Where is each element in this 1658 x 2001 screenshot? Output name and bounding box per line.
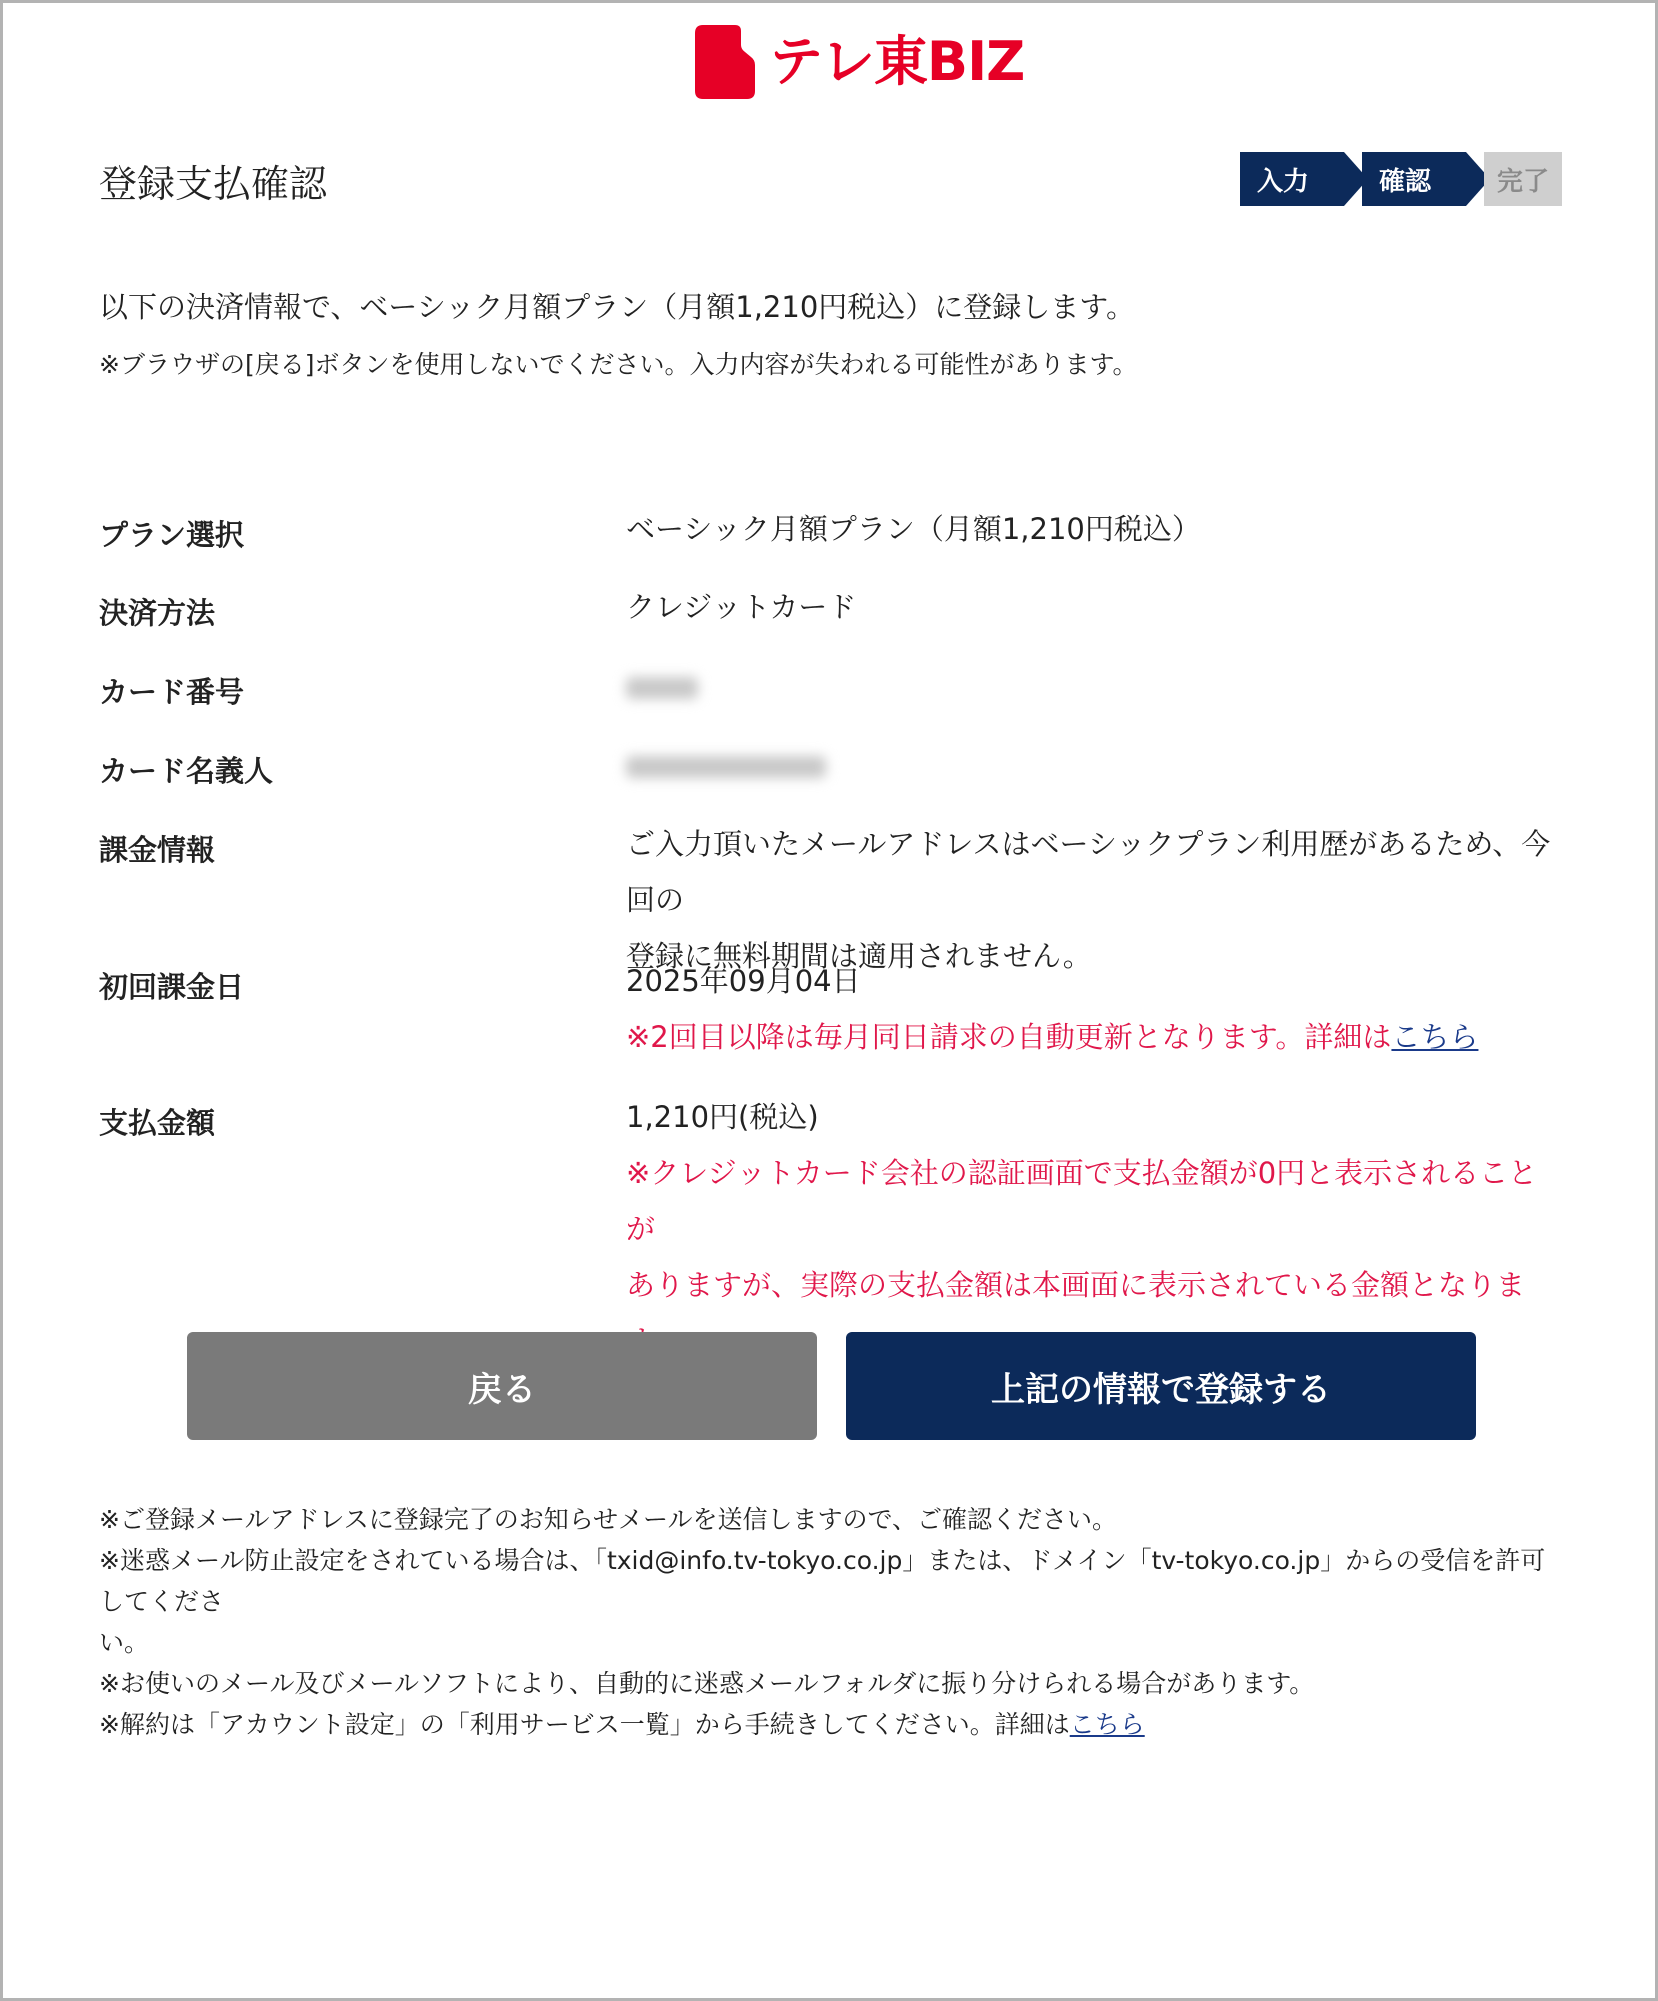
note-line: ※解約は「アカウント設定」の「利用サービス一覧」から手続きしてください。詳細はこちら [99, 1710, 1145, 1739]
progress-steps [1240, 152, 1562, 206]
intro-note: ※ブラウザの[戻る]ボタンを使用しないでください。入力内容が失われる可能性があります。 [99, 350, 1138, 379]
redacted-card-number [626, 677, 698, 699]
register-submit-button[interactable]: 上記の情報で登録する [846, 1332, 1476, 1440]
cancel-details-link[interactable]: こちら [1069, 1710, 1145, 1739]
detail-value: 1,210円(税込) ※クレジットカード会社の認証画面で支払金額が0円と表示されることが ありますが、実際の支払金額は本画面に表示されている金額となりま [626, 1089, 1566, 1369]
intro-text: 以下の決済情報で、ベーシック月額プラン（月額1,210円税込）に登録します。 [99, 290, 1135, 324]
detail-label: カード番号 [99, 675, 245, 709]
page-title: 登録支払確認 [99, 162, 328, 206]
detail-label: 決済方法 [99, 596, 216, 630]
step-complete: 完了 [1484, 152, 1562, 206]
note-line: い。 [99, 1628, 150, 1657]
detail-value: ベーシック月額プラン（月額1,210円税込） [626, 512, 1201, 546]
step-confirm: 確認 [1362, 152, 1466, 206]
note-line: ※迷惑メール防止設定をされている場合は、「txid@info.tv-tokyo.co.jp」または、ドメイン「tv-tokyo.co.jp」からの受信を許可してくださ [99, 1546, 1546, 1616]
note-line: ※お使いのメール及びメールソフトにより、自動的に迷惑メールフォルダに振り分けられる場合があります。 [99, 1669, 1315, 1698]
footer-notes [99, 1499, 1569, 1745]
details-link[interactable]: こちら [1391, 1020, 1479, 1054]
brand-logo[interactable] [695, 25, 1024, 99]
detail-value: ご入力頂いたメールアドレスはベーシックプラン利用歴があるため、今回の 登録に無料期間は適用されません。 [626, 827, 1551, 973]
amount-note: ※クレジットカード会社の認証画面で支払金額が0円と表示されることが ありますが、実際の支払金額は本画面に表示されている金額となりま [626, 1156, 1538, 1302]
logo-mark-icon [695, 25, 757, 99]
detail-value-redacted [626, 737, 1566, 793]
detail-value: 2025年09月04日 ※2回目以降は毎月同日請求の自動更新となります。詳細はこちら [626, 953, 1566, 1065]
detail-label: 支払金額 [99, 1106, 216, 1140]
redacted-card-holder [626, 756, 826, 778]
note-line: ※ご登録メールアドレスに登録完了のお知らせメールを送信しますので、ご確認ください。 [99, 1505, 1117, 1534]
detail-label: 課金情報 [99, 833, 216, 867]
back-button[interactable]: 戻る [187, 1332, 817, 1440]
detail-label: 初回課金日 [99, 970, 245, 1004]
step-input: 入力 [1240, 152, 1344, 206]
detail-label: プラン選択 [99, 518, 245, 552]
detail-value: クレジットカード [626, 590, 857, 624]
detail-value-redacted [626, 658, 1566, 714]
logo-text: テレ東BIZ [769, 30, 1025, 93]
detail-label: カード名義人 [99, 754, 274, 788]
first-billing-note: ※2回目以降は毎月同日請求の自動更新となります。詳細はこちら [626, 1020, 1479, 1054]
